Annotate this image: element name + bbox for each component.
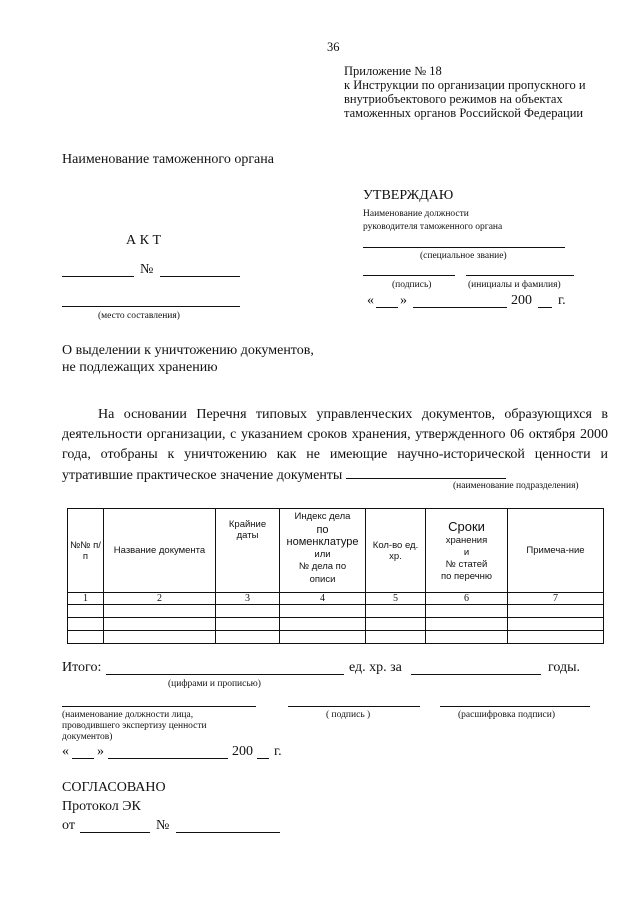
year-suffix: г. [274,744,282,759]
year-text: 200 [232,744,253,759]
act-number-sign: № [140,262,154,277]
total-units-line [106,674,344,675]
col-terms-header: Сроки хранения и № статей по перечню [426,509,508,593]
total-label: Итого: [62,660,102,675]
column-number: 6 [426,593,508,605]
body-text: На основании Перечня типовых управленческих документов, образующихся в деятельности организации, с указанием сроков хранения, утвержденного 06 октября 2000 года, отобраны к уничтожению как не имеющие научно-исторической ценности и утратившие практическое значение документы [62,407,608,483]
rank-caption: (специальное звание) [420,251,507,261]
year-text: 200 [511,293,532,308]
column-number: 2 [104,593,216,605]
column-number: 5 [366,593,426,605]
act-number-line [160,276,240,277]
protocol-label: Протокол ЭК [62,799,141,814]
initials-caption: (инициалы и фамилия) [468,280,561,290]
protocol-number-line [176,832,280,833]
act-date-line [62,276,134,277]
expert-position-caption: документов) [62,732,113,742]
org-name-label: Наименование таможенного органа [62,152,274,167]
signature-line [363,275,455,276]
year-line [257,758,269,759]
date-close-quote: » [97,744,104,759]
expert-position-line [62,706,256,707]
expert-decoding-caption: (расшифровка подписи) [458,710,555,720]
month-line [108,758,228,759]
expert-signature-line [288,706,420,707]
table-row [68,618,604,631]
table-header-row [68,509,604,593]
column-number: 3 [216,593,280,605]
month-line [413,307,507,308]
appendix-line: таможенных органов Российской Федерации [344,106,584,120]
table-row [68,631,604,644]
date-close-quote: » [400,293,407,308]
protocol-from-label: от [62,818,75,833]
expert-position-caption: проводившего экспертизу ценности [62,721,207,731]
column-number: 4 [280,593,366,605]
subject-line: не подлежащих хранению [62,360,218,375]
day-line [376,307,398,308]
place-line [62,306,240,307]
subdivision-caption: (наименование подразделения) [453,481,579,491]
expert-position-caption: (наименование должности лица, [62,710,194,720]
table-row [68,605,604,618]
col-notes-header: Примеча-ние [508,509,604,593]
rank-line [363,247,565,248]
appendix-number: Приложение № 18 [344,64,442,78]
year-suffix: г. [558,293,566,308]
approve-title: УТВЕРЖДАЮ [363,188,454,203]
date-open-quote: « [62,744,69,759]
appendix-line: к Инструкции по организации пропускного и [344,78,586,92]
protocol-date-line [80,832,150,833]
col-index-header: Индекс дела по номенклатуре или № дела по описи [280,509,366,593]
total-years-text: годы. [548,660,581,675]
day-line [72,758,94,759]
expert-signature-caption: ( подпись ) [326,710,371,720]
year-line [538,307,552,308]
total-years-line [411,674,541,675]
total-caption: (цифрами и прописью) [168,679,261,689]
column-number: 1 [68,593,104,605]
initials-line [466,275,574,276]
column-numbers-row [68,593,604,605]
column-number: 7 [508,593,604,605]
col-name-header: Название документа [104,509,216,593]
date-open-quote: « [367,293,374,308]
protocol-number-sign: № [156,818,170,833]
documents-table [67,508,604,644]
place-caption: (место составления) [98,311,180,321]
signature-caption: (подпись) [392,280,432,290]
total-units-text: ед. хр. за [349,660,402,675]
col-count-header: Кол-во ед. хр. [366,509,426,593]
position-caption: руководителя таможенного органа [363,222,503,232]
col-num-header: №№ п/п [68,509,104,593]
agreed-title: СОГЛАСОВАНО [62,780,166,795]
subdivision-line [346,465,506,479]
act-title: А К Т [126,233,161,248]
appendix-line: внутриобъектового режимов на объектах [344,92,563,106]
subject-line: О выделении к уничтожению документов, [62,343,314,358]
col-dates-header: Крайние даты [216,509,280,593]
page-number: 36 [327,40,340,54]
expert-decoding-line [440,706,590,707]
body-paragraph [62,405,608,486]
position-caption: Наименование должности [363,209,469,219]
